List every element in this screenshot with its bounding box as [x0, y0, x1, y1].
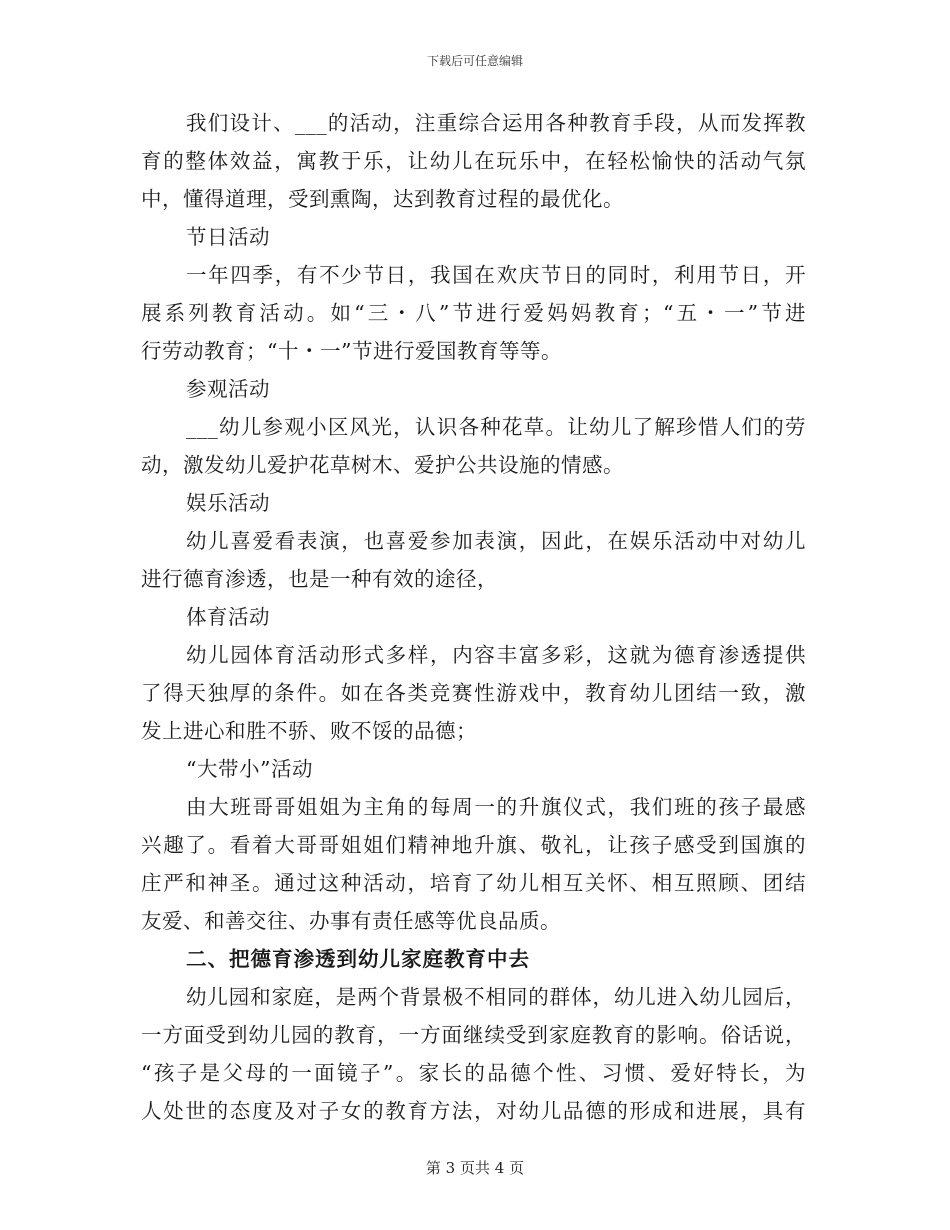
text-line: 由大班哥哥姐姐为主角的每周一的升旗仪式，我们班的孩子最感 — [186, 795, 806, 819]
text-line: 兴趣了。看着大哥哥姐姐们精神地升旗、敬礼，让孩子感受到国旗的 — [141, 833, 806, 857]
text-line: 节日活动 — [186, 225, 270, 249]
section-heading: 二、把德育渗透到幼儿家庭教育中去 — [186, 947, 530, 971]
text-line: 我们设计、___的活动，注重综合运用各种教育手段，从而发挥教 — [186, 111, 806, 135]
text-line: 一年四季，有不少节日，我国在欢庆节日的同时，利用节日，开 — [186, 263, 806, 287]
text-line: 体育活动 — [186, 605, 270, 629]
text-line: 了得天独厚的条件。如在各类竞赛性游戏中，教育幼儿团结一致，激 — [141, 681, 806, 705]
text-line: 参观活动 — [186, 377, 270, 401]
text-line: 娱乐活动 — [186, 491, 270, 515]
text-line: 展系列教育活动。如“三・八”节进行爱妈妈教育；“五・一”节进 — [141, 301, 806, 325]
text-line: 进行德育渗透，也是一种有效的途径， — [141, 567, 498, 591]
document-body — [141, 104, 806, 1130]
page-footer: 第 3 页共 4 页 — [425, 1159, 525, 1177]
text-line: 一方面受到幼儿园的教育，一方面继续受到家庭教育的影响。俗话说， — [141, 1023, 806, 1047]
text-line: “大带小”活动 — [186, 757, 313, 781]
text-line: 行劳动教育；“十・一”节进行爱国教育等等。 — [141, 339, 562, 363]
text-line: 庄严和神圣。通过这种活动，培育了幼儿相互关怀、相互照顾、团结 — [141, 871, 806, 895]
text-line: 人处世的态度及对子女的教育方法，对幼儿品德的形成和进展，具有 — [141, 1099, 806, 1123]
text-line: ___幼儿参观小区风光，认识各种花草。让幼儿了解珍惜人们的劳 — [186, 415, 806, 439]
text-line: 友爱、和善交往、办事有责任感等优良品质。 — [141, 909, 561, 933]
text-line: 发上进心和胜不骄、败不馁的品德； — [141, 719, 477, 743]
page-header: 下载后可任意编辑 — [426, 54, 523, 68]
text-line: 中，懂得道理，受到熏陶，达到教育过程的最优化。 — [141, 187, 624, 211]
text-line: 幼儿喜爱看表演，也喜爱参加表演，因此，在娱乐活动中对幼儿 — [186, 529, 806, 553]
text-line: 幼儿园体育活动形式多样，内容丰富多彩，这就为德育渗透提供 — [186, 643, 806, 667]
text-line: 动，激发幼儿爱护花草树木、爱护公共设施的情感。 — [141, 453, 624, 477]
text-line: 幼儿园和家庭，是两个背景极不相同的群体，幼儿进入幼儿园后， — [186, 985, 806, 1009]
text-line: 育的整体效益，寓教于乐，让幼儿在玩乐中，在轻松愉快的活动气氛 — [141, 149, 806, 173]
text-line: “孩子是父母的一面镜子”。家长的品德个性、习惯、爱好特长，为 — [141, 1061, 806, 1085]
